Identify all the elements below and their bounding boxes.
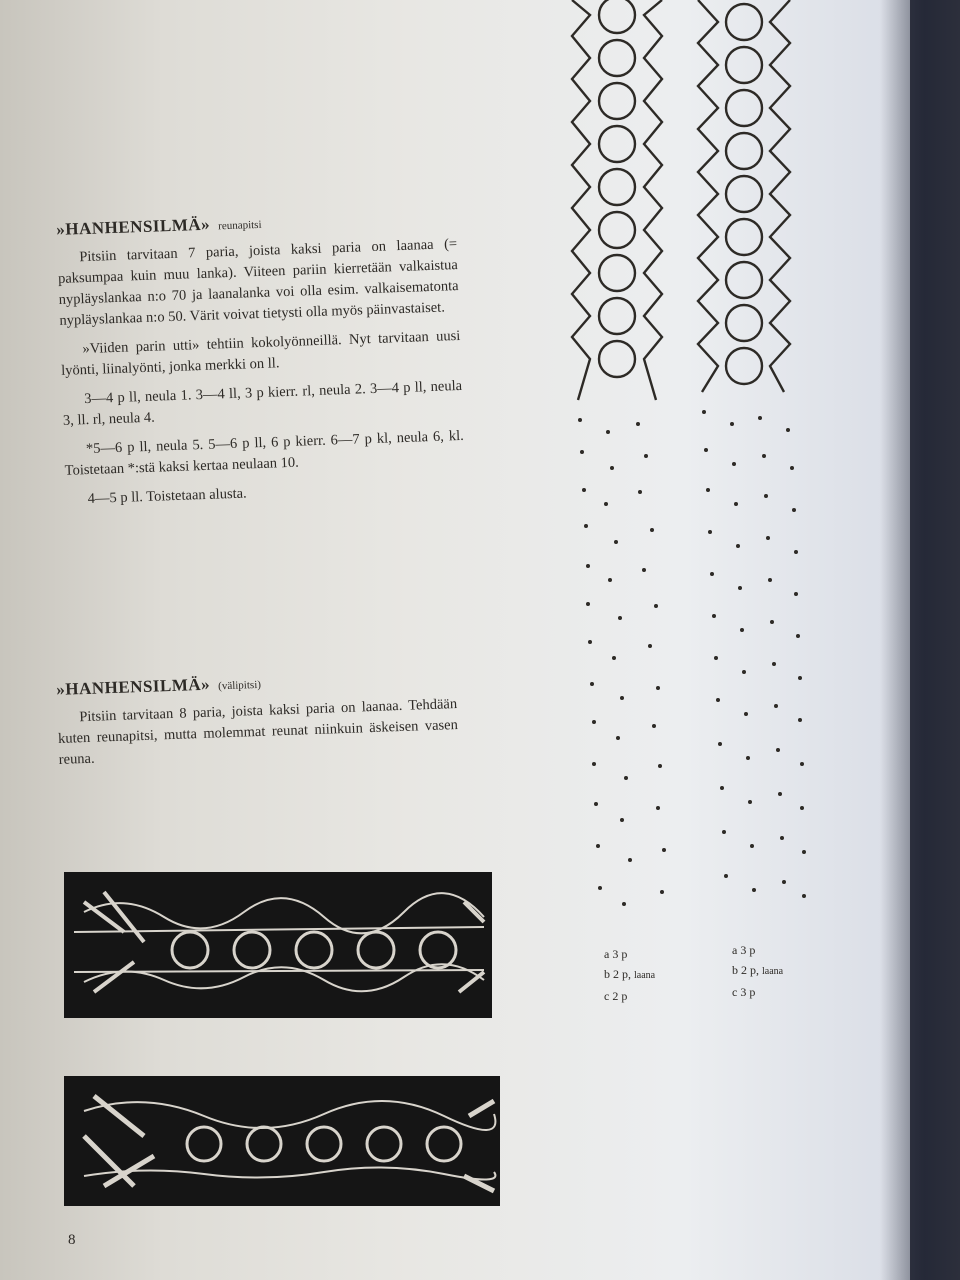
pricking-diagram-right [688,0,808,920]
legend-right [732,940,783,1002]
legend-a: a 3 p [604,947,628,961]
title-subtitle: (välipitsi) [217,678,262,693]
section-title [56,666,456,700]
legend-b-text: b 2 p, [604,967,631,981]
section-valipitsi [56,666,459,771]
lace-insertion-image [64,1076,500,1206]
section-title [56,206,456,240]
legend-a: a 3 p [732,943,756,957]
section-reunapitsi [56,206,466,511]
title-subtitle: reunapitsi [217,218,262,233]
paragraph: Pitsiin tarvitaan 7 paria, joista kaksi paria on laanaa (= paksumpaa kuin muu lanka). Viiteen pariin kierretään valkaistua nypläyslankaa n:o 70 ja laanalanka voi olla esim. valkaisematonta nypläyslankaa n:o 50. Värit voivat tietysti olla myös päinvastaiset. [57,236,459,329]
legend-c: c 3 p [732,985,756,999]
title-text: »HANHENSILMÄ» [56,674,211,699]
legend-b-text: b 2 p, [732,963,759,977]
page-number: 8 [68,1232,76,1248]
legend-c: c 2 p [604,989,628,1003]
legend-b [732,960,783,982]
lace-edging-image [64,872,492,1018]
pricking-diagram-left [560,0,670,940]
page-edge-shadow [880,0,960,1280]
paragraph: 4—5 p ll. Toistetaan alusta. [87,485,247,508]
paragraph: »Viiden parin utti» tehtiin kokolyönneillä. Nyt tarvitaan uusi lyönti, liinalyönti, jonka merkki on ll. [60,327,461,379]
legend-b-note: laana [762,966,784,977]
paragraph: Pitsiin tarvitaan 8 paria, joista kaksi paria on laanaa. Tehdään kuten reunapitsi, mutta molemmat reunat niinkuin äskeisen vasen reuna. [57,696,459,768]
legend-b [604,964,655,986]
legend-b-note: laana [634,970,656,981]
legend-left [604,944,655,1006]
title-text: »HANHENSILMÄ» [56,214,211,239]
paragraph: *5—6 p ll, neula 5. 5—6 p ll, 6 p kierr. 6—7 p kl, neula 6, kl. Toistetaan *:stä kaksi kertaa neulaan 10. [64,427,465,479]
lace-photo-edging [64,872,492,1018]
paragraph: 3—4 p ll, neula 1. 3—4 ll, 3 p kierr. rl, neula 2. 3—4 p ll, neula 3, ll. rl, neula 4. [62,377,463,429]
lace-photo-insertion [64,1076,500,1206]
